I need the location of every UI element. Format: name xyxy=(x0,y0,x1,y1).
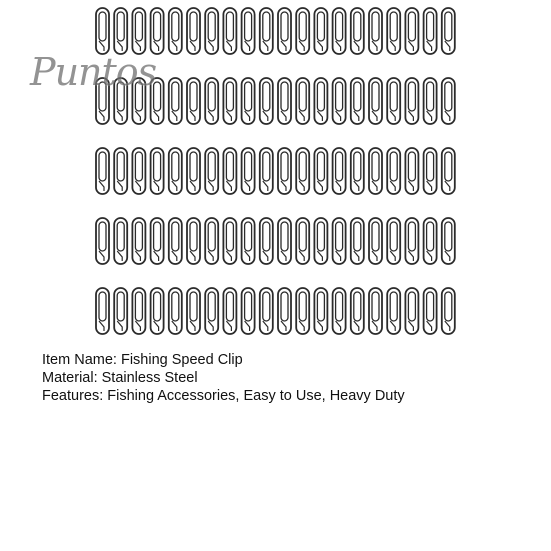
speed-clip xyxy=(151,148,164,194)
speed-clip xyxy=(151,8,164,54)
speed-clip xyxy=(278,148,291,194)
speed-clip xyxy=(151,288,164,334)
speed-clip xyxy=(205,8,218,54)
spec-item-name: Item Name: Fishing Speed Clip xyxy=(42,352,243,368)
speed-clip xyxy=(387,8,400,54)
speed-clip xyxy=(296,288,309,334)
speed-clip xyxy=(296,78,309,124)
speed-clip xyxy=(169,78,182,124)
speed-clip xyxy=(424,218,437,264)
speed-clip xyxy=(187,218,200,264)
speed-clip xyxy=(242,78,255,124)
speed-clip xyxy=(96,288,109,334)
speed-clip xyxy=(169,218,182,264)
speed-clip xyxy=(96,218,109,264)
speed-clip xyxy=(314,288,327,334)
speed-clip xyxy=(169,288,182,334)
speed-clip xyxy=(223,148,236,194)
speed-clip xyxy=(333,148,346,194)
speed-clip xyxy=(187,148,200,194)
speed-clip xyxy=(351,218,364,264)
speed-clip xyxy=(333,218,346,264)
speed-clip xyxy=(278,288,291,334)
speed-clip xyxy=(314,78,327,124)
speed-clip xyxy=(169,8,182,54)
speed-clip xyxy=(205,288,218,334)
spec-features: Features: Fishing Accessories, Easy to Use, Heavy Duty xyxy=(42,388,405,404)
speed-clip xyxy=(369,288,382,334)
speed-clip xyxy=(223,288,236,334)
speed-clip xyxy=(387,288,400,334)
speed-clip xyxy=(242,148,255,194)
speed-clip xyxy=(442,148,455,194)
speed-clip xyxy=(223,8,236,54)
speed-clip xyxy=(424,78,437,124)
speed-clip xyxy=(405,148,418,194)
speed-clip xyxy=(187,78,200,124)
speed-clip xyxy=(205,218,218,264)
speed-clip xyxy=(278,78,291,124)
speed-clip xyxy=(114,148,127,194)
speed-clip xyxy=(333,288,346,334)
speed-clip xyxy=(260,148,273,194)
spec-material: Material: Stainless Steel xyxy=(42,370,198,386)
speed-clip xyxy=(314,148,327,194)
speed-clip xyxy=(260,218,273,264)
speed-clip xyxy=(242,288,255,334)
speed-clip xyxy=(187,288,200,334)
speed-clip xyxy=(351,78,364,124)
speed-clip xyxy=(333,78,346,124)
speed-clip xyxy=(442,218,455,264)
speed-clip xyxy=(96,148,109,194)
product-specs xyxy=(42,351,405,405)
speed-clip xyxy=(424,148,437,194)
brand-watermark: Puntos xyxy=(30,50,157,94)
speed-clip xyxy=(405,288,418,334)
speed-clip xyxy=(242,8,255,54)
speed-clip xyxy=(132,148,145,194)
speed-clip xyxy=(260,288,273,334)
speed-clip xyxy=(369,8,382,54)
speed-clip xyxy=(260,78,273,124)
speed-clip xyxy=(351,288,364,334)
speed-clip xyxy=(114,218,127,264)
speed-clip xyxy=(223,78,236,124)
speed-clip xyxy=(151,218,164,264)
speed-clip xyxy=(424,8,437,54)
speed-clip xyxy=(223,218,236,264)
speed-clip xyxy=(132,288,145,334)
speed-clip xyxy=(296,218,309,264)
speed-clip xyxy=(387,218,400,264)
speed-clip xyxy=(369,78,382,124)
speed-clip xyxy=(333,8,346,54)
speed-clip xyxy=(405,78,418,124)
speed-clip xyxy=(314,218,327,264)
speed-clip xyxy=(278,8,291,54)
speed-clip xyxy=(424,288,437,334)
speed-clip xyxy=(114,8,127,54)
speed-clip xyxy=(260,8,273,54)
speed-clip xyxy=(132,8,145,54)
speed-clip xyxy=(405,218,418,264)
speed-clip xyxy=(296,8,309,54)
speed-clip xyxy=(351,148,364,194)
speed-clip xyxy=(205,78,218,124)
speed-clip xyxy=(442,288,455,334)
speed-clip xyxy=(369,218,382,264)
speed-clip xyxy=(387,148,400,194)
speed-clip xyxy=(242,218,255,264)
speed-clip xyxy=(314,8,327,54)
speed-clip xyxy=(205,148,218,194)
speed-clip xyxy=(296,148,309,194)
speed-clip xyxy=(187,8,200,54)
speed-clip xyxy=(387,78,400,124)
speed-clip xyxy=(351,8,364,54)
speed-clip xyxy=(278,218,291,264)
speed-clip xyxy=(405,8,418,54)
speed-clip xyxy=(96,8,109,54)
speed-clip xyxy=(132,218,145,264)
speed-clip xyxy=(369,148,382,194)
speed-clip xyxy=(114,288,127,334)
speed-clip xyxy=(442,8,455,54)
speed-clip xyxy=(442,78,455,124)
speed-clip xyxy=(169,148,182,194)
